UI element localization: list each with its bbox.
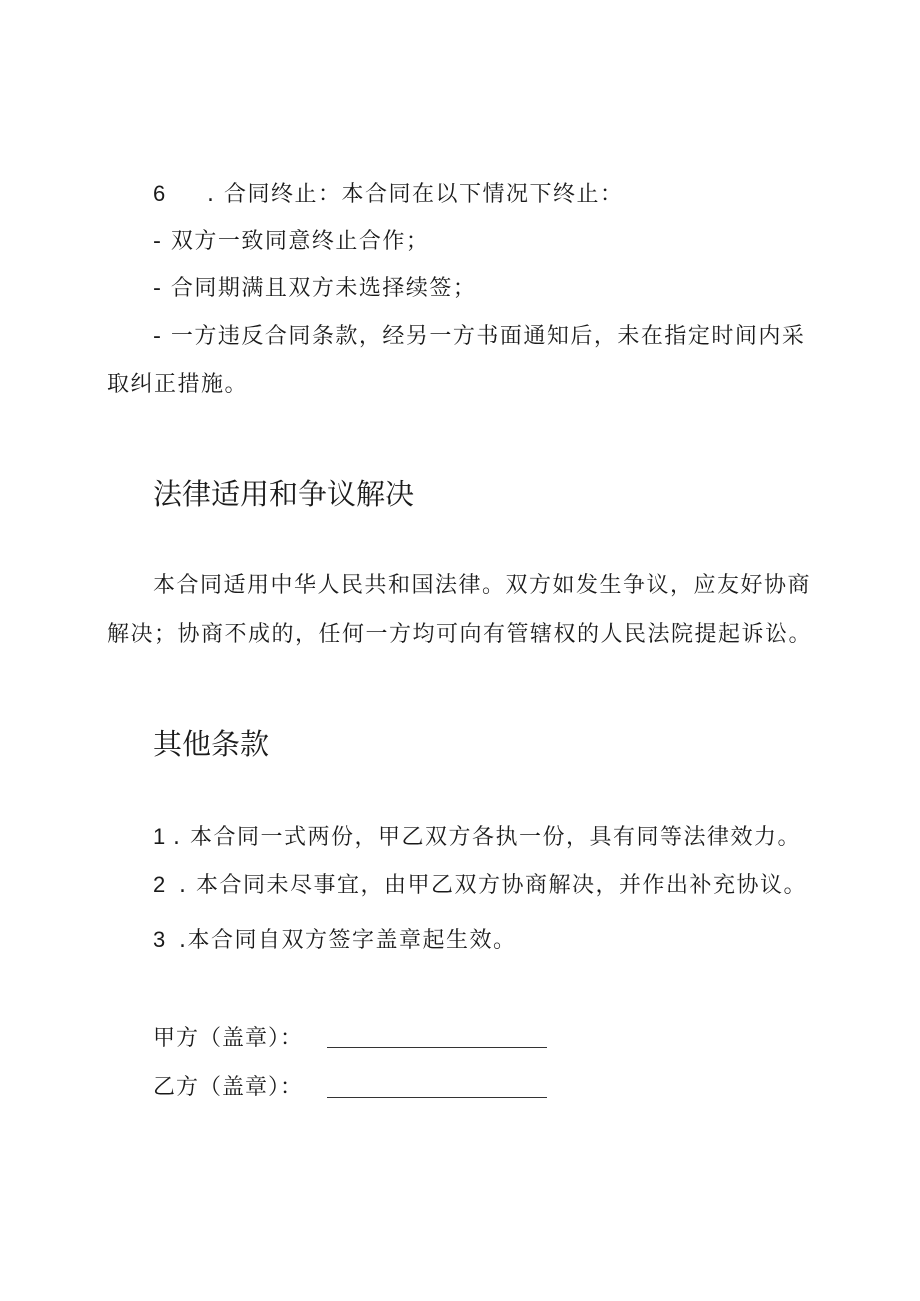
item-number: 1 <box>153 824 167 849</box>
other-item-2 <box>153 870 807 901</box>
party-a-signature-line[interactable] <box>327 1047 547 1048</box>
law-paragraph-line-2: 解决；协商不成的，任何一方均可向有管辖权的人民法院提起诉讼。 <box>107 622 813 647</box>
section-heading-law: 法律适用和争议解决 <box>153 477 415 511</box>
termination-clause <box>153 179 624 210</box>
item-text: . 本合同未尽事宜，由甲乙双方协商解决，并作出补充协议。 <box>179 873 807 898</box>
termination-bullet-2: - 合同期满且双方未选择续签； <box>153 276 477 301</box>
termination-continuation: 取纠正措施。 <box>107 372 249 397</box>
party-b-signature-line[interactable] <box>327 1097 547 1098</box>
section-heading-other: 其他条款 <box>153 727 270 761</box>
item-text: . 本合同一式两份，甲乙双方各执一份，具有同等法律效力。 <box>173 825 801 850</box>
party-b-signature-label: 乙方（盖章）： <box>153 1075 304 1100</box>
party-a-signature-label: 甲方（盖章）： <box>153 1026 304 1051</box>
other-item-3 <box>153 925 517 956</box>
clause-number: 6 <box>153 181 167 206</box>
termination-bullet-1: - 双方一致同意终止合作； <box>153 229 430 254</box>
termination-bullet-3: - 一方违反合同条款，经另一方书面通知后，未在指定时间内采 <box>153 324 806 349</box>
item-number: 3 <box>153 927 167 952</box>
law-paragraph-line-1: 本合同适用中华人民共和国法律。双方如发生争议，应友好协商 <box>153 573 812 598</box>
item-text: .本合同自双方签字盖章起生效。 <box>179 928 517 953</box>
clause-text: . 合同终止：本合同在以下情况下终止： <box>207 182 624 207</box>
item-number: 2 <box>153 872 167 897</box>
other-item-1 <box>153 822 801 853</box>
